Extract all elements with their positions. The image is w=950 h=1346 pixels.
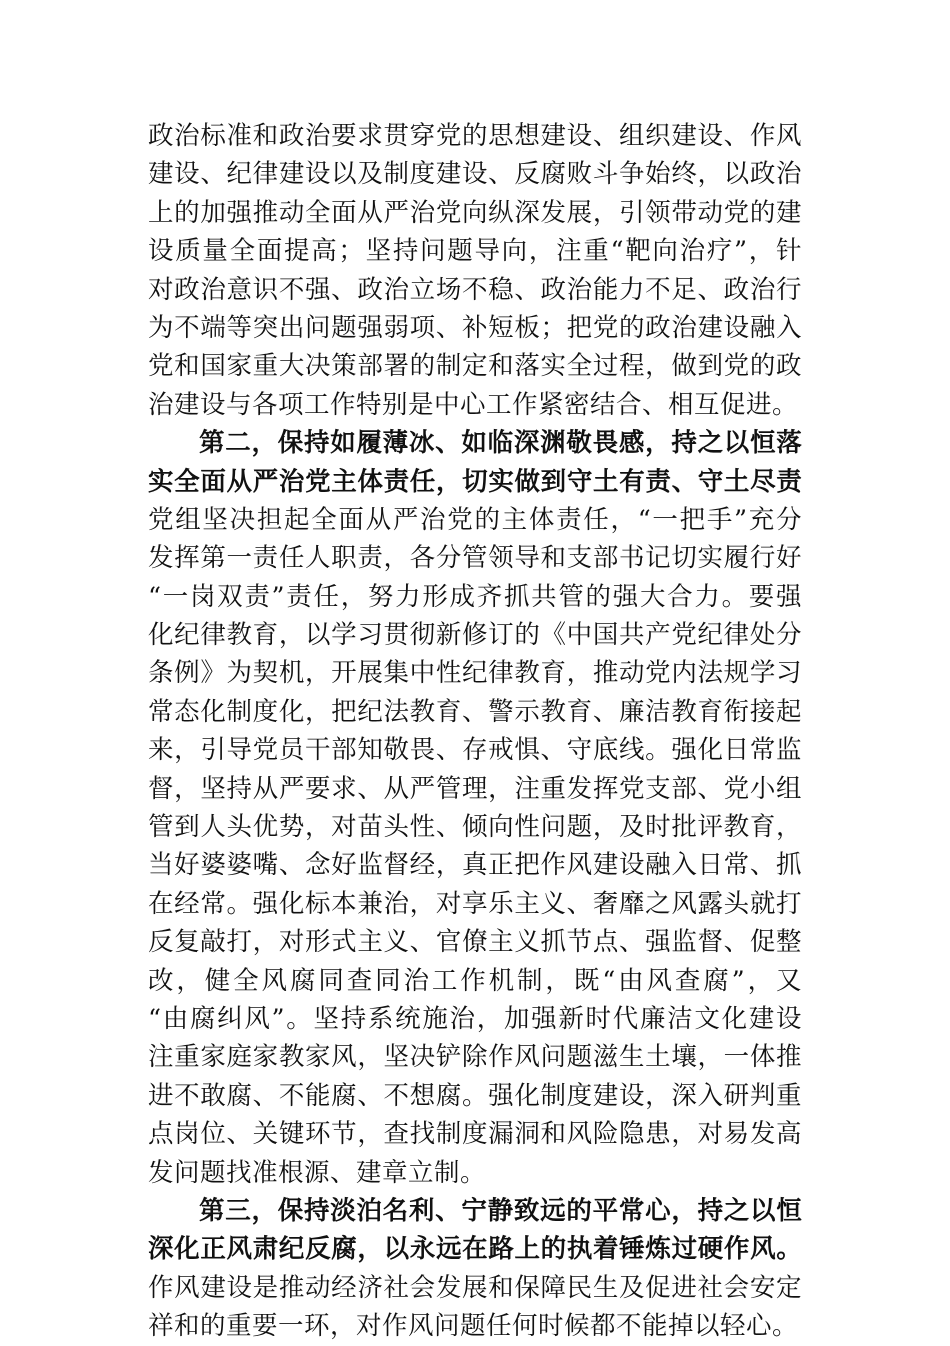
text-line: 点岗位、关键环节，查找制度漏洞和风险隐患，对易发高 (148, 1119, 802, 1150)
text-line: “一岗双责”责任，努力形成齐抓共管的强大合力。要强 (148, 581, 802, 612)
text-line: 为不端等突出问题强弱项、补短板；把党的政治建设融入 (148, 312, 802, 343)
text-line: 常态化制度化，把纪法教育、警示教育、廉洁教育衔接起 (148, 696, 802, 727)
text-line: 当好婆婆嘴、念好监督经，真正把作风建设融入日常、抓 (148, 850, 802, 881)
heading-line: 第二，保持如履薄冰、如临深渊敬畏感，持之以恒落 (199, 428, 802, 459)
text-line: 党组坚决担起全面从严治党的主体责任，“一把手”充分 (148, 504, 802, 535)
text-line: 发挥第一责任人职责，各分管领导和支部书记切实履行好 (148, 543, 802, 574)
text-line: 注重家庭家教家风，坚决铲除作风问题滋生土壤，一体推 (148, 1042, 802, 1073)
text-line: 在经常。强化标本兼治，对享乐主义、奢靡之风露头就打 (148, 888, 802, 919)
text-line: “由腐纠风”。坚持系统施治，加强新时代廉洁文化建设 (148, 1003, 802, 1034)
text-line: 条例》为契机，开展集中性纪律教育，推动党内法规学习 (148, 658, 802, 689)
paragraph-1 (148, 117, 802, 424)
section-heading-3 (148, 1192, 802, 1269)
text-line: 进不敢腐、不能腐、不想腐。强化制度建设，深入研判重 (148, 1080, 802, 1111)
text-line: 建设、纪律建设以及制度建设、反腐败斗争始终，以政治 (148, 159, 802, 190)
paragraph-2 (148, 501, 802, 1192)
text-line: 政治标准和政治要求贯穿党的思想建设、组织建设、作风 (148, 121, 802, 151)
text-line: 设质量全面提高；坚持问题导向，注重“靶向治疗”，针 (148, 236, 802, 267)
text-line: 作风建设是推动经济社会发展和保障民生及促进社会安定 (148, 1272, 802, 1303)
text-line: 改，健全风腐同查同治工作机制，既“由风查腐”，又 (148, 965, 802, 996)
heading-line: 深化正风肃纪反腐，以永远在路上的执着锤炼过硬作风。 (148, 1234, 802, 1265)
text-line: 发问题找准根源、建章立制。 (148, 1157, 487, 1188)
text-line: 反复敲打，对形式主义、官僚主义抓节点、强监督、促整 (148, 927, 802, 958)
heading-line: 第三，保持淡泊名利、宁静致远的平常心，持之以恒 (199, 1195, 802, 1226)
text-line: 对政治意识不强、政治立场不稳、政治能力不足、政治行 (148, 274, 802, 305)
heading-line: 实全面从严治党主体责任，切实做到守土有责、守土尽责 (148, 466, 802, 497)
text-line: 祥和的重要一环，对作风问题任何时候都不能掉以轻心。 (148, 1311, 799, 1342)
document-body (148, 117, 802, 1346)
text-line: 化纪律教育，以学习贯彻新修订的《中国共产党纪律处分 (148, 620, 802, 651)
text-line: 来，引导党员干部知敬畏、存戒惧、守底线。强化日常监 (148, 735, 802, 766)
text-line: 治建设与各项工作特别是中心工作紧密结合、相互促进。 (148, 389, 799, 420)
text-line: 党和国家重大决策部署的制定和落实全过程，做到党的政 (148, 351, 802, 382)
paragraph-3 (148, 1269, 802, 1346)
section-heading-2 (148, 424, 802, 501)
text-line: 督，坚持从严要求、从严管理，注重发挥党支部、党小组 (148, 773, 802, 804)
text-line: 上的加强推动全面从严治党向纵深发展，引领带动党的建 (148, 197, 802, 228)
text-line: 管到人头优势，对苗头性、倾向性问题，及时批评教育， (148, 812, 802, 843)
